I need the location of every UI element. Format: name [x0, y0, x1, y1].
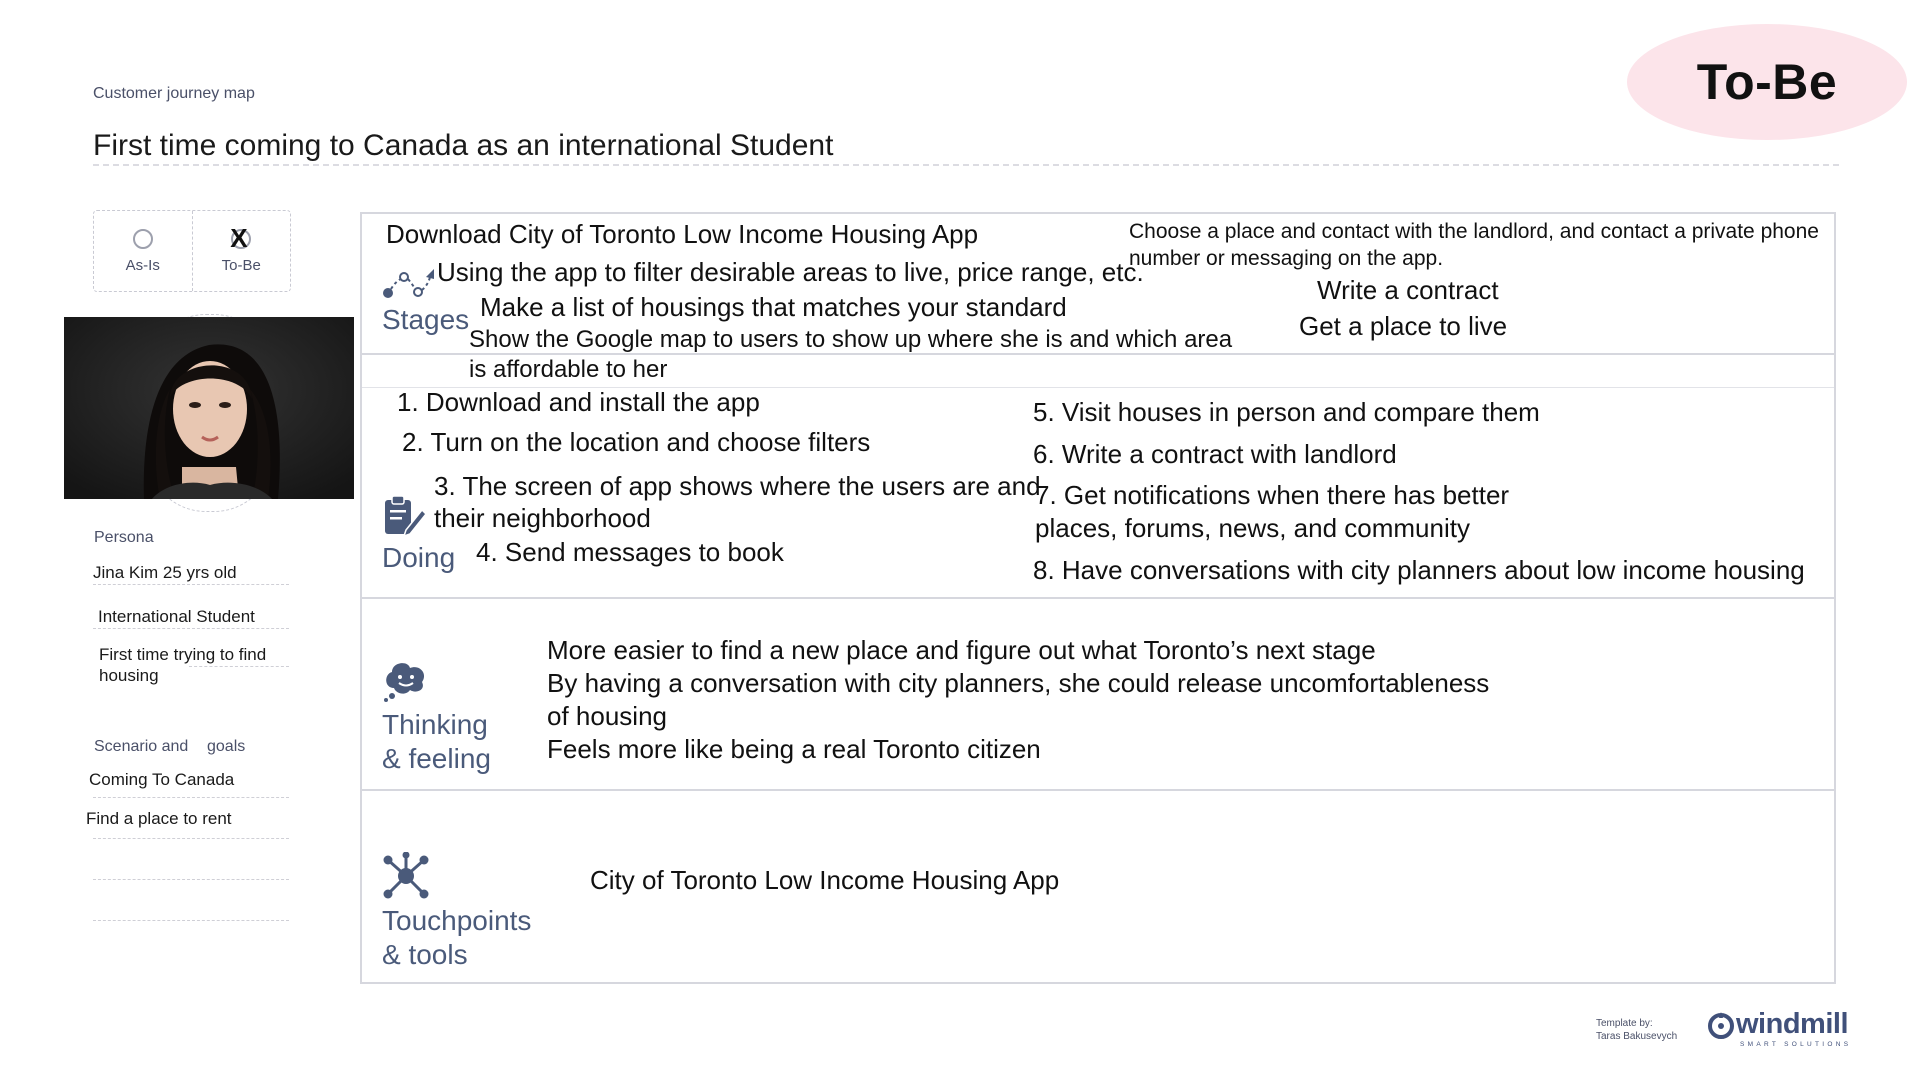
row-divider	[362, 789, 1834, 791]
radio-checked-icon	[230, 222, 251, 253]
page-title: First time coming to Canada as an international Student	[93, 129, 834, 162]
doing-label: Doing	[382, 542, 456, 573]
toggle-to-be-label: To-Be	[221, 256, 261, 274]
scenario-item: Find a place to rent	[86, 809, 232, 828]
radio-icon	[133, 229, 153, 249]
persona-heading: Persona	[94, 529, 154, 546]
thinking-text: Feels more like being a real Toronto citizen	[547, 734, 1041, 764]
clipboard-pencil-icon	[382, 494, 426, 543]
template-by-label: Template by:	[1596, 1018, 1653, 1029]
stage-text: Make a list of housings that matches your standard	[480, 292, 1067, 322]
stages-path-icon	[382, 265, 438, 306]
persona-divider	[93, 628, 289, 629]
row-divider	[362, 597, 1834, 599]
stage-text: Write a contract	[1317, 275, 1499, 305]
goals-heading: goals	[207, 738, 246, 755]
stage-text: Using the app to filter desirable areas to live, price range, etc.	[437, 257, 1144, 287]
stage-text: Choose a place and contact with the landlord, and contact a private phone	[1129, 220, 1819, 243]
persona-divider	[189, 666, 289, 667]
tools-label: & tools	[382, 939, 468, 970]
touchpoint-text: City of Toronto Low Income Housing App	[590, 865, 1060, 895]
doing-step: 7. Get notifications when there has better	[1035, 480, 1510, 510]
network-hub-icon	[382, 852, 430, 905]
doing-step: 4. Send messages to book	[476, 537, 784, 567]
windmill-logo	[1706, 1008, 1852, 1048]
brand-name: windmill	[1736, 1008, 1848, 1040]
persona-photo	[64, 317, 354, 499]
thinking-text: of housing	[547, 701, 667, 731]
persona-portrait-image	[64, 317, 354, 499]
persona-item: Jina Kim 25 yrs old	[93, 563, 237, 582]
doing-step: 2. Turn on the location and choose filters	[402, 427, 871, 457]
x-mark: X	[230, 222, 248, 253]
stage-text: Download City of Toronto Low Income Housing App	[386, 219, 979, 249]
doing-step: 3. The screen of app shows where the users are and	[434, 471, 1041, 501]
stage-text: Get a place to live	[1299, 311, 1508, 341]
scenario-divider	[93, 838, 289, 839]
title-divider	[93, 164, 1839, 166]
doing-step: their neighborhood	[434, 503, 651, 533]
thinking-label: Thinking	[382, 709, 488, 740]
doing-step: 6. Write a contract with landlord	[1033, 439, 1397, 469]
persona-item: First time trying to find housing	[99, 645, 267, 685]
scenario-heading: Scenario and	[94, 738, 189, 755]
persona-divider	[93, 584, 289, 585]
toggle-as-is-label: As-Is	[125, 256, 160, 274]
thought-bubble-icon	[382, 660, 430, 707]
feeling-label: & feeling	[382, 743, 491, 774]
stage-text: is affordable to her	[469, 356, 668, 383]
thinking-text: More easier to find a new place and figure out what Toronto’s next stage	[547, 635, 1376, 665]
state-badge-label: To-Be	[1696, 54, 1838, 110]
brand-tagline: SMART SOLUTIONS	[1740, 1041, 1852, 1048]
doing-step: 1. Download and install the app	[397, 387, 760, 417]
scenario-divider	[93, 920, 289, 921]
thinking-text: By having a conversation with city planners, she could release uncomfortableness	[547, 668, 1490, 698]
scenario-divider	[93, 797, 289, 798]
scenario-item: Coming To Canada	[89, 770, 235, 789]
stage-text: number or messaging on the app.	[1129, 247, 1444, 270]
scenario-divider	[93, 879, 289, 880]
toggle-as-is[interactable]	[94, 211, 192, 291]
windmill-mark-icon	[1706, 1010, 1736, 1040]
toggle-to-be[interactable]	[192, 211, 291, 291]
persona-item: International Student	[98, 607, 255, 626]
as-is-to-be-toggle	[93, 210, 291, 292]
doing-step: 8. Have conversations with city planners about low income housing	[1033, 555, 1805, 585]
stages-label: Stages	[382, 304, 470, 335]
template-credit	[1596, 1017, 1677, 1043]
touchpoints-label: Touchpoints	[382, 905, 532, 936]
state-badge	[1627, 24, 1907, 140]
template-author: Taras Bakusevych	[1596, 1031, 1678, 1042]
doing-step: 5. Visit houses in person and compare them	[1033, 397, 1540, 427]
page-eyebrow: Customer journey map	[93, 85, 255, 102]
doing-step: places, forums, news, and community	[1035, 513, 1470, 543]
stage-text: Show the Google map to users to show up where she is and which area	[469, 326, 1233, 353]
